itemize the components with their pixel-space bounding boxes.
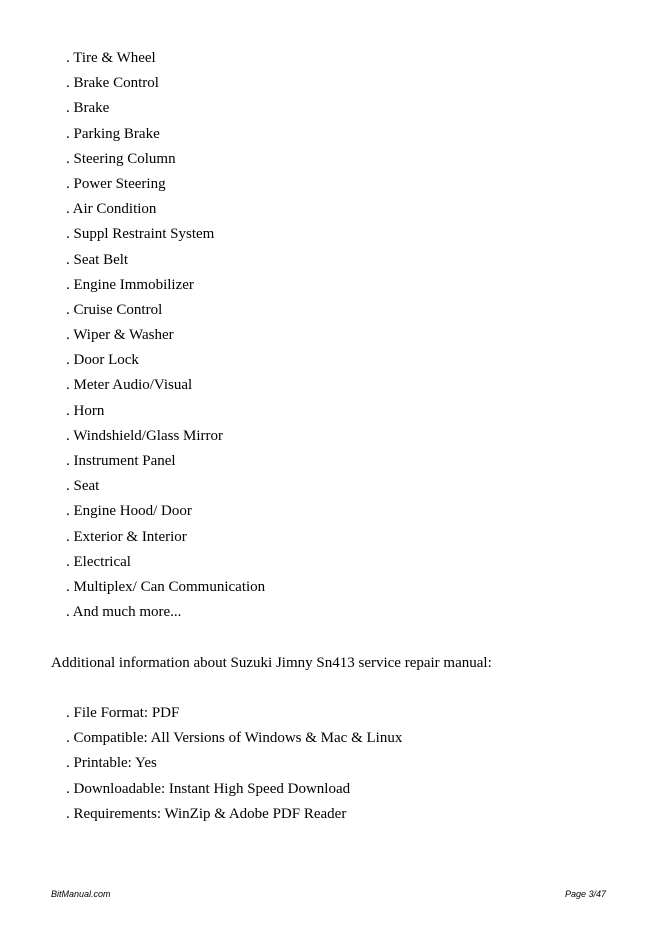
list-item: . Tire & Wheel xyxy=(66,50,156,66)
list-item: . Seat Belt xyxy=(66,251,129,268)
list-item: . File Format: PDF xyxy=(66,705,180,721)
footer-site: BitManual.com xyxy=(51,889,111,899)
list-item: . Exterior & Interior xyxy=(66,528,187,545)
list-item: . Electrical xyxy=(66,553,131,570)
footer-page-number: Page 3/47 xyxy=(564,889,606,899)
list-item: . Horn xyxy=(66,402,105,419)
list-item: . Windshield/Glass Mirror xyxy=(66,427,224,444)
list-item: . Engine Hood/ Door xyxy=(66,503,192,520)
list-item: . Downloadable: Instant High Speed Download xyxy=(66,780,351,797)
list-item: . And much more... xyxy=(66,604,182,621)
feature-list xyxy=(66,46,265,625)
list-item: . Steering Column xyxy=(66,150,176,167)
list-item: . Wiper & Washer xyxy=(66,327,174,344)
list-item: . Power Steering xyxy=(66,175,166,192)
list-item: . Engine Immobilizer xyxy=(66,276,194,293)
list-item: . Compatible: All Versions of Windows & Mac & Linux xyxy=(66,730,403,747)
list-item: . Requirements: WinZip & Adobe PDF Reader xyxy=(66,805,347,822)
list-item: . Door Lock xyxy=(66,352,139,369)
list-item: . Cruise Control xyxy=(66,301,163,318)
list-item: . Parking Brake xyxy=(66,125,160,142)
list-item: . Instrument Panel xyxy=(66,453,176,469)
list-item: . Brake xyxy=(66,100,110,117)
list-item: . Multiplex/ Can Communication xyxy=(66,578,266,595)
list-item: . Seat xyxy=(66,478,100,495)
info-list xyxy=(66,701,402,827)
additional-info-heading: Additional information about Suzuki Jimny Sn413 service repair manual: xyxy=(51,655,492,671)
list-item: . Brake Control xyxy=(66,75,159,92)
list-item: . Printable: Yes xyxy=(66,755,157,772)
list-item: . Air Condition xyxy=(66,201,157,218)
list-item: . Suppl Restraint System xyxy=(66,226,215,243)
list-item: . Meter Audio/Visual xyxy=(66,377,193,394)
